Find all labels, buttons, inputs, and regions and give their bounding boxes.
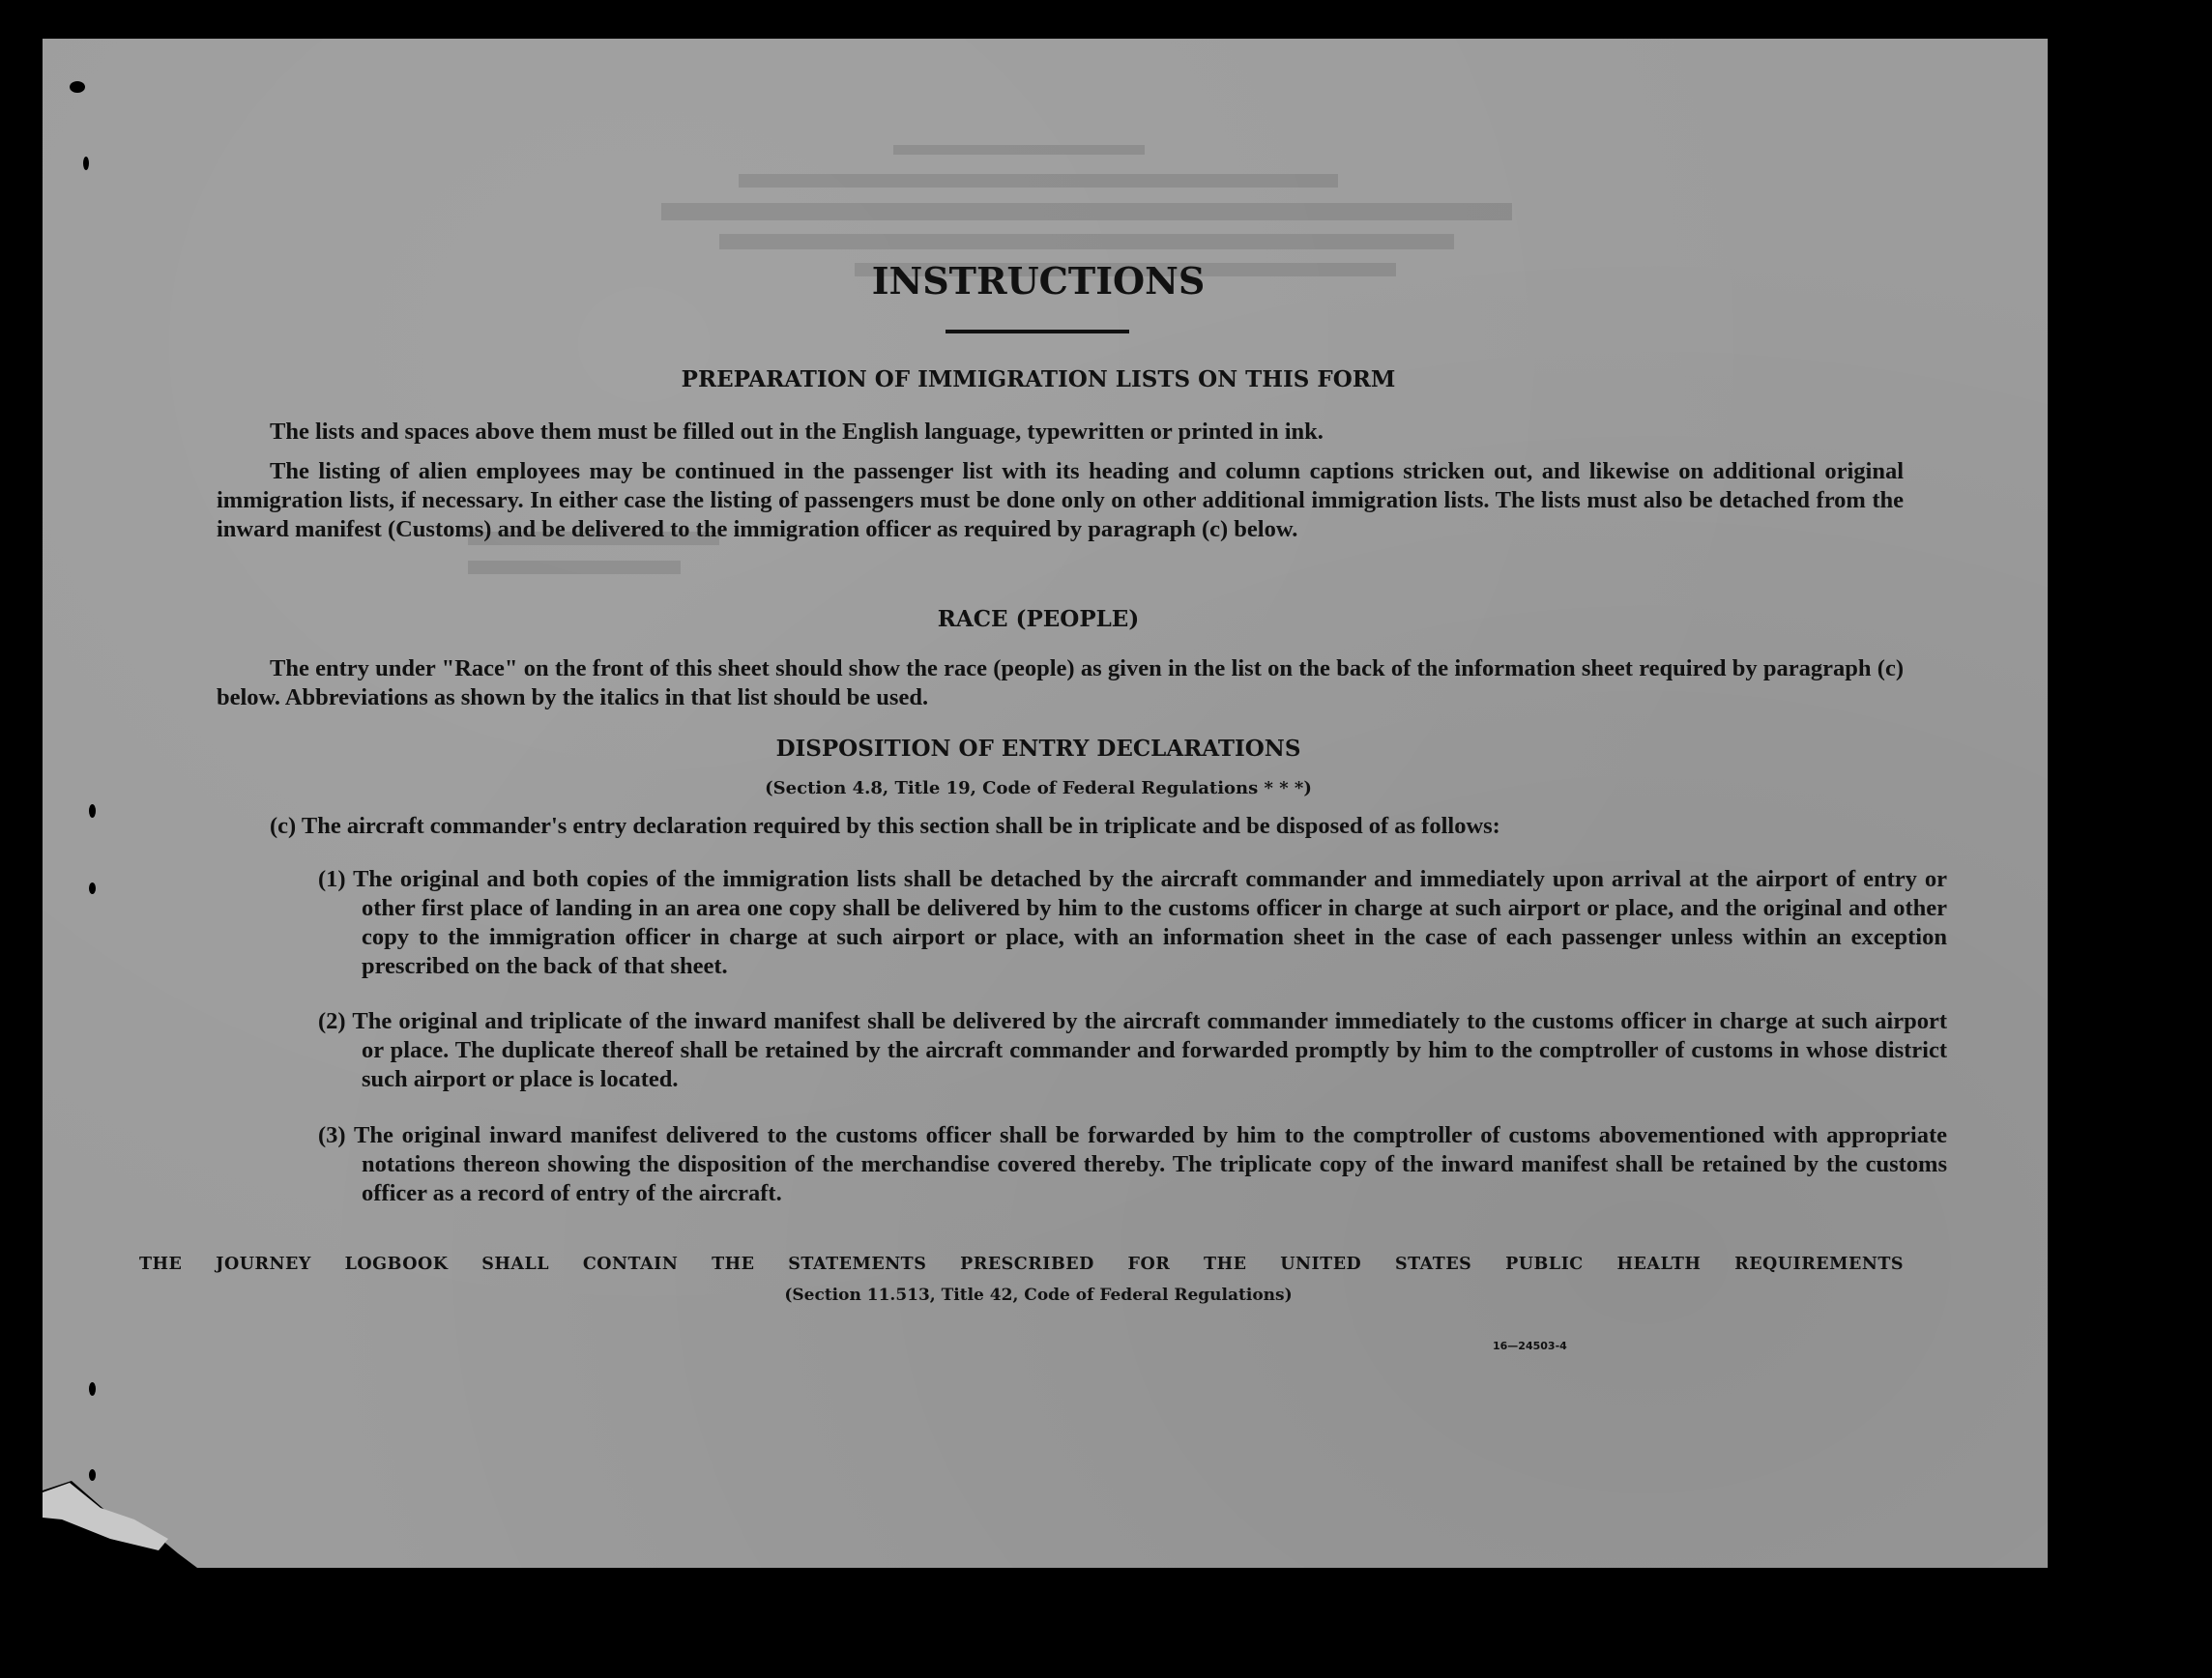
race-heading: RACE (PEOPLE) (937, 606, 1140, 632)
disposition-citation: (Section 4.8, Title 19, Code of Federal Regulations * * *) (765, 778, 1312, 798)
binding-mark (83, 157, 89, 170)
binding-mark (89, 804, 96, 818)
page-title: INSTRUCTIONS (871, 259, 1206, 303)
binding-mark (70, 81, 85, 93)
binding-mark (89, 1382, 96, 1396)
disposition-intro: (c) The aircraft commander's entry declaration required by this section shall be in triplicate and be disposed of as follows: (270, 813, 1500, 839)
form-number: 16—24503-4 (1493, 1340, 1567, 1352)
torn-corner (43, 1461, 197, 1568)
instructions-document (43, 39, 2048, 1568)
preparation-heading: PREPARATION OF IMMIGRATION LISTS ON THIS FORM (681, 366, 1396, 392)
public-health-citation: (Section 11.513, Title 42, Code of Federal Regulations) (784, 1286, 1293, 1305)
preparation-paragraph-1: The lists and spaces above them must be filled out in the English language, typewritten or printed in ink. (270, 419, 1324, 445)
disposition-item-1: (1) The original and both copies of the immigration lists shall be detached by the aircraft commander and immediately upon arrival at the airport of entry or other first place of landing in an area one copy shall be delivered by him to the customs officer in charge at such airport or place, and the original and other copy to the immigration officer in charge at such airport or place, with an information sheet in the case of each passenger unless within an exception prescribed on the back of that sheet. (318, 866, 1947, 979)
disposition-heading: DISPOSITION OF ENTRY DECLARATIONS (775, 736, 1301, 762)
disposition-item-3: (3) The original inward manifest delivered to the customs officer shall be forwarded by him to the comptroller of customs abovementioned with appropriate notations thereon showing the disposition of the merchandise covered thereby. The triplicate copy of the inward manifest shall be retained by the customs officer as a record of entry of the aircraft. (318, 1122, 1947, 1206)
preparation-paragraph-2: The listing of alien employees may be continued in the passenger list with its heading and column captions stricken out, and likewise on additional original immigration lists, if necessary. In either case the listing of passengers must be done only on other additional immigration lists. The lists must also be detached from the inward manifest (Customs) and be delivered to the immigration officer as required by paragraph (c) below. (217, 458, 1904, 542)
binding-mark (89, 882, 96, 894)
race-paragraph: The entry under "Race" on the front of this sheet should show the race (people) as given in the list on the back of the information sheet required by paragraph (c) below. Abbreviations as shown by the italics in that list should be used. (217, 655, 1904, 710)
title-underline (946, 330, 1129, 333)
disposition-item-2: (2) The original and triplicate of the inward manifest shall be delivered by the aircraft commander immediately to the customs officer in charge at such airport or place. The duplicate thereof shall be retained by the aircraft commander and forwarded promptly by him to the comptroller of customs in whose district such airport or place is located. (318, 1008, 1947, 1092)
paper-sheet (43, 39, 2048, 1568)
public-health-statement: THE JOURNEY LOGBOOK SHALL CONTAIN THE STATEMENTS PRESCRIBED FOR THE UNITED STATES PUBLIC HEALTH REQUIREMENTS (139, 1255, 1904, 1274)
binding-mark (89, 1469, 96, 1481)
